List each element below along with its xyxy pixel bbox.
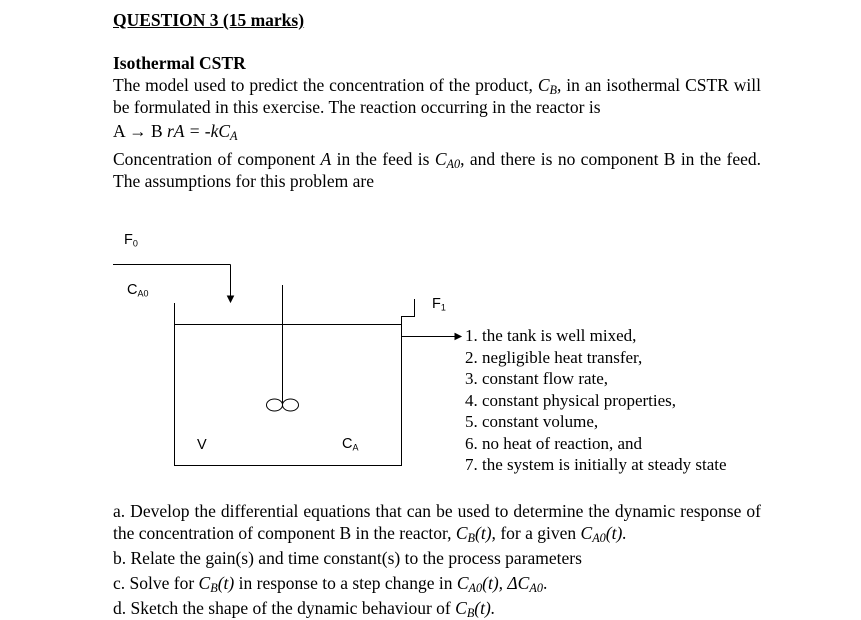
assumptions-list: [465, 325, 727, 476]
rate-label: rA: [167, 121, 185, 141]
rate-expression: = $-kC_A$: [184, 121, 238, 144]
part-d: d. Sketch the shape of the dynamic behaviour of $C_B(t)$.: [113, 598, 496, 620]
assumption-item: 6. no heat of reaction, and: [465, 433, 643, 453]
var-ca0: $C_{A0}$: [434, 149, 461, 172]
reactant: A: [113, 121, 125, 141]
var-a: A: [320, 149, 332, 169]
feed-paragraph: Concentration of component A in the feed is $C_{A0}$, and there is no component B in the feed. The assumptions for this problem are: [113, 149, 762, 191]
reaction-arrow: →: [129, 121, 147, 141]
part-c: c. Solve for $C_B(t)$ in response to a step change in $C_{A0}(t)$, $\Delta C_{A0}$.: [113, 573, 548, 596]
assumption-item: 3. constant flow rate,: [465, 369, 609, 388]
question-title: QUESTION 3 (15 marks): [113, 10, 305, 30]
label-f0: $F_0$: [124, 232, 138, 249]
label-ca: $C_A$: [342, 436, 359, 453]
assumption-item: 4. constant physical properties,: [465, 390, 677, 410]
assumption-item: 7. the system is initially at steady state: [465, 455, 727, 474]
assumption-item: 2. negligible heat transfer,: [465, 347, 643, 367]
product: B: [150, 121, 163, 141]
assumption-item: 5. constant volume,: [465, 412, 599, 431]
var-cb: $C_B$: [537, 75, 558, 98]
section-title: Isothermal CSTR: [113, 53, 246, 73]
assumption-item: 1. the tank is well mixed,: [465, 326, 637, 345]
question-parts: [113, 500, 761, 619]
impeller-blade-left: [267, 399, 283, 411]
outlet-arrowhead: [455, 334, 461, 340]
part-b: b. Relate the gain(s) and time constant(s) to the process parameters: [113, 548, 582, 568]
label-f1: $F_1$: [432, 296, 446, 313]
intro-text-1: The model used to predict the concentration of the product,: [113, 75, 538, 95]
intro-text-2: , in an isothermal CSTR will be formulated in this exercise. The reaction occurring in the reactor is: [113, 75, 761, 117]
part-a: a. Develop the differential equations that can be used to determine the dynamic response of the concentration of component B in the reactor, $C_B(t)$, for a given $C_{A0}(t)$.: [113, 501, 761, 546]
label-ca0: $C_{A0}$: [127, 282, 149, 299]
feed-arrowhead: [228, 296, 234, 302]
label-volume: V: [197, 437, 207, 453]
impeller-blade-right: [283, 399, 299, 411]
